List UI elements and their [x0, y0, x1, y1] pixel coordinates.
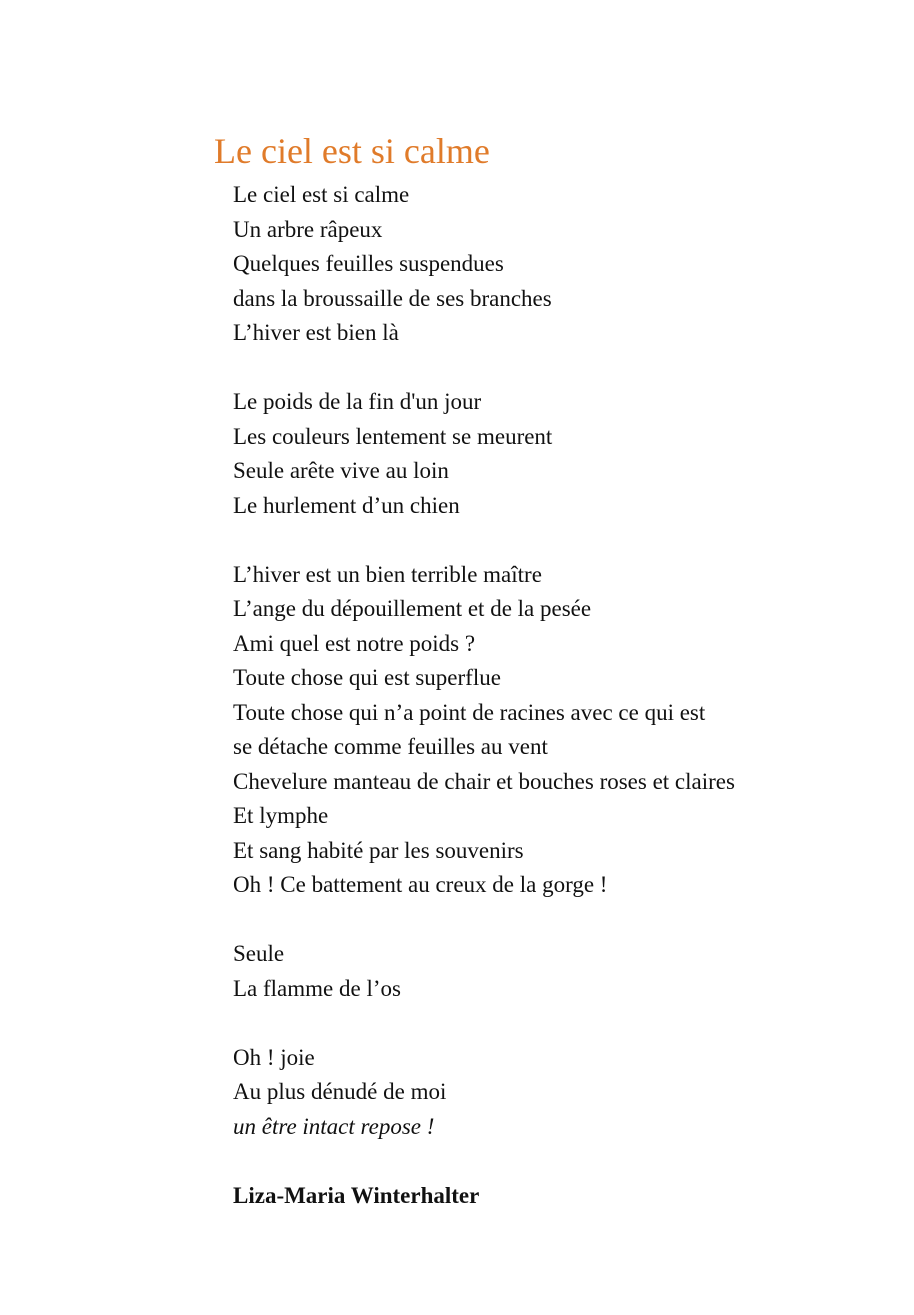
- poem-line: Oh ! Ce battement au creux de la gorge !: [233, 872, 608, 897]
- poem-line: Toute chose qui n’a point de racines avec ce qui est: [233, 699, 706, 725]
- poem-line: dans la broussaille de ses branches: [233, 285, 552, 311]
- stanza-3: [233, 558, 893, 903]
- poem-line: Toute chose qui est superflue: [233, 665, 501, 690]
- poem-line: Oh ! joie: [233, 1044, 315, 1070]
- poem-line: se détache comme feuilles au vent: [233, 734, 548, 759]
- poem-line: Les couleurs lentement se meurent: [233, 423, 553, 449]
- poem-body: [233, 178, 893, 1213]
- poem-line: La flamme de l’os: [233, 975, 401, 1001]
- poem-line: Au plus dénudé de moi: [233, 1079, 447, 1104]
- poem-line: Le poids de la fin d'un jour: [233, 389, 482, 414]
- poem-line: L’ange du dépouillement et de la pesée: [233, 596, 592, 621]
- stanza-1: [233, 178, 893, 351]
- poem-line-italic: un être intact repose !: [233, 1113, 435, 1139]
- author-name: Liza-Maria Winterhalter: [233, 1182, 480, 1208]
- stanza-2: [233, 385, 893, 523]
- poem-line: Le ciel est si calme: [233, 182, 410, 207]
- poem-line: Seule: [233, 941, 285, 966]
- poem-line: Ami quel est notre poids ?: [233, 630, 476, 656]
- poem-line: L’hiver est un bien terrible maître: [233, 561, 542, 587]
- poem-line: Et sang habité par les souvenirs: [233, 837, 524, 863]
- poem-line: Chevelure manteau de chair et bouches roses et claires: [233, 768, 735, 794]
- poem-line: Un arbre râpeux: [233, 216, 383, 242]
- poem-line: Seule arête vive au loin: [233, 458, 449, 483]
- poem-line: L’hiver est bien là: [233, 320, 399, 345]
- poem-line: Le hurlement d’un chien: [233, 492, 460, 518]
- stanza-5: [233, 1041, 893, 1145]
- poem-line: Quelques feuilles suspendues: [233, 251, 504, 276]
- stanza-4: [233, 937, 893, 1006]
- poem-title: Le ciel est si calme: [214, 131, 490, 171]
- poem-line: Et lymphe: [233, 803, 329, 828]
